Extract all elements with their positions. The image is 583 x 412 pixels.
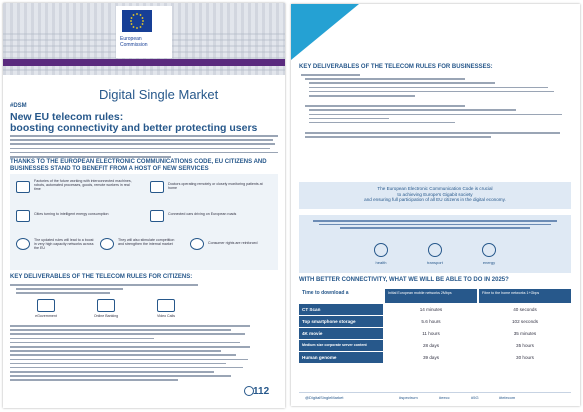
section-heading-benefits: THANKS TO THE EUROPEAN ELECTRONIC COMMUNICATIONS CODE, EU CITIZENS AND BUSINESSES STAND TO BENEFIT FROM A HOST OF NEW SERVICES <box>10 159 267 172</box>
text-line <box>10 139 273 141</box>
table-row <box>299 328 571 339</box>
table-row <box>299 304 571 315</box>
text-line <box>305 105 465 107</box>
footer-hashtag[interactable]: #5G <box>471 395 479 400</box>
text-line <box>10 367 243 369</box>
text-line <box>10 359 248 361</box>
section-heading-businesses: KEY DELIVERABLES OF THE TELECOM RULES FOR BUSINESSES: <box>299 64 493 70</box>
impact-label: health <box>375 260 387 265</box>
main-title-line-2: boosting connectivity and better protecting users <box>10 122 258 134</box>
online-banking-icon <box>97 299 115 312</box>
business-bullets <box>301 74 567 140</box>
text-line <box>10 379 178 381</box>
main-title-line-1: New EU telecom rules: <box>10 111 124 123</box>
emergency-number: 112 <box>253 386 270 397</box>
purple-banner <box>3 59 285 66</box>
text-line <box>10 325 250 327</box>
row-label: CT Scan <box>299 304 383 315</box>
eu-flag-icon <box>122 10 152 32</box>
text-line <box>305 132 560 134</box>
text-line <box>10 329 231 331</box>
text-line <box>340 227 530 229</box>
network-icon <box>16 238 30 250</box>
row-label: Medium size corporate server content <box>299 340 383 351</box>
text-line <box>313 220 558 222</box>
car-icon <box>150 210 164 222</box>
footer-hashtag[interactable]: #eecc <box>439 395 450 400</box>
text-line <box>10 135 278 137</box>
right-page <box>291 4 580 406</box>
row-value: 11 hours <box>422 331 440 336</box>
video-calls-icon <box>157 299 175 312</box>
impact-text <box>299 218 571 229</box>
text-line <box>10 354 236 356</box>
text-line <box>10 371 214 373</box>
text-line <box>16 288 123 290</box>
text-line <box>309 109 516 111</box>
text-line <box>309 82 495 84</box>
row-value: 39 days <box>422 355 440 360</box>
table-col-header: Fibre to the home networks 1+Gbps <box>479 289 571 303</box>
impact-box <box>299 215 571 273</box>
table-row <box>299 352 571 363</box>
text-line <box>309 95 415 97</box>
quote-line-2: to achieving Europe's Gigabit society <box>397 191 473 197</box>
row-value: 14 minutes <box>419 307 443 312</box>
citizen-bullets <box>10 284 278 297</box>
energy-icon <box>482 243 496 257</box>
benefits-grid <box>10 174 278 270</box>
text-line <box>309 91 554 93</box>
text-line <box>10 350 221 352</box>
cyan-corner-shape <box>291 4 359 60</box>
row-value: 35 minutes <box>513 331 537 336</box>
footer-hashtag[interactable]: #spectrum <box>399 395 418 400</box>
factory-icon <box>16 181 30 193</box>
ec-name <box>120 36 148 48</box>
footer-hashtag[interactable]: #telecom <box>499 395 516 400</box>
transport-icon <box>428 243 442 257</box>
benefit-item: Connected cars driving on European roads <box>168 212 237 216</box>
table-row <box>299 340 571 351</box>
benefit-item: Consumer rights are reinforced <box>208 241 258 245</box>
city-icon <box>16 210 30 222</box>
text-line <box>10 346 250 348</box>
row-value: 102 seconds <box>511 319 539 324</box>
text-line <box>309 87 548 89</box>
row-value: 30 hours <box>516 355 534 360</box>
text-line <box>309 122 455 124</box>
text-line <box>309 114 562 116</box>
table-header-label: Time to download a <box>299 289 383 303</box>
footer-hashtags <box>299 392 571 402</box>
text-line <box>10 342 240 344</box>
code-quote-box <box>299 182 571 209</box>
table-col-header: Initial European mobile networks 2Mbps <box>385 289 477 303</box>
row-label: Human genome <box>299 352 383 363</box>
table-row <box>299 316 571 327</box>
impact-label: transport <box>427 260 443 265</box>
text-line <box>10 143 275 145</box>
row-label: Top smartphone storage <box>299 316 383 327</box>
health-icon <box>374 243 388 257</box>
impact-label: energy <box>482 260 496 265</box>
citizen-paragraphs <box>10 325 250 384</box>
text-line <box>10 333 245 335</box>
section-heading-citizens: KEY DELIVERABLES OF THE TELECOM RULES FOR CITIZENS: <box>10 274 193 280</box>
row-value: 40 seconds <box>513 307 537 312</box>
header-building-photo <box>3 3 285 75</box>
consumer-icon <box>190 238 204 250</box>
left-page <box>3 3 285 408</box>
footer-handle[interactable]: @DigitalSingleMarket <box>305 395 344 400</box>
download-time-table <box>299 289 571 363</box>
text-line <box>305 136 491 138</box>
row-value: 35 hours <box>516 343 534 348</box>
row-value: 28 days <box>422 343 440 348</box>
icon-label: Video Calls <box>156 314 176 318</box>
benefit-item: The updated rules will lead to a boost in very high capacity networks across the EU <box>34 238 94 251</box>
ec-name-line-1: European <box>120 36 142 42</box>
egovernment-icon <box>37 299 55 312</box>
text-line <box>10 284 198 286</box>
text-line <box>305 78 465 80</box>
text-line <box>16 292 110 294</box>
table-header <box>299 289 571 303</box>
benefit-item: Cities turning to intelligent energy consumption <box>34 212 109 216</box>
main-title <box>10 112 260 134</box>
text-line <box>10 156 171 158</box>
text-line <box>10 152 278 154</box>
row-label: 4K movie <box>299 328 383 339</box>
european-commission-logo <box>116 6 172 58</box>
dsm-hashtag: #DSM <box>10 103 27 109</box>
intro-paragraph <box>10 135 278 160</box>
text-line <box>10 375 231 377</box>
doctor-icon <box>150 181 164 193</box>
text-line <box>10 338 154 340</box>
quote-line-1: The European Electronic Communication Code is crucial <box>377 186 493 191</box>
right-page-header <box>291 4 580 60</box>
quote-line-3: and ensuring full participation of all EU citizens in the digital economy. <box>364 197 506 203</box>
row-value: 5.6 hours <box>421 319 441 324</box>
text-line <box>10 148 270 150</box>
benefit-item: Doctors operating remotely or closely monitoring patients at home <box>168 182 263 191</box>
text-line <box>10 363 226 365</box>
text-line <box>319 224 550 226</box>
ec-name-line-2: Commission <box>120 42 148 48</box>
dsm-title: Digital Single Market <box>99 87 219 102</box>
market-icon <box>100 238 114 250</box>
benefit-item: Factories of the future working with interconnected machines, robots, automated processes, goods, remote workers in real time <box>34 179 132 192</box>
benefit-item: They will also stimulate competition and strengthen the internal market <box>118 238 175 247</box>
text-line <box>309 118 389 120</box>
section-heading-connectivity: WITH BETTER CONNECTIVITY, WHAT WE WILL BE ABLE TO DO IN 2025? <box>299 277 509 283</box>
icon-label: Online Banking <box>93 314 119 318</box>
text-line <box>301 74 360 76</box>
citizen-service-icons <box>17 299 277 323</box>
icon-label: eGovernment <box>35 314 57 318</box>
